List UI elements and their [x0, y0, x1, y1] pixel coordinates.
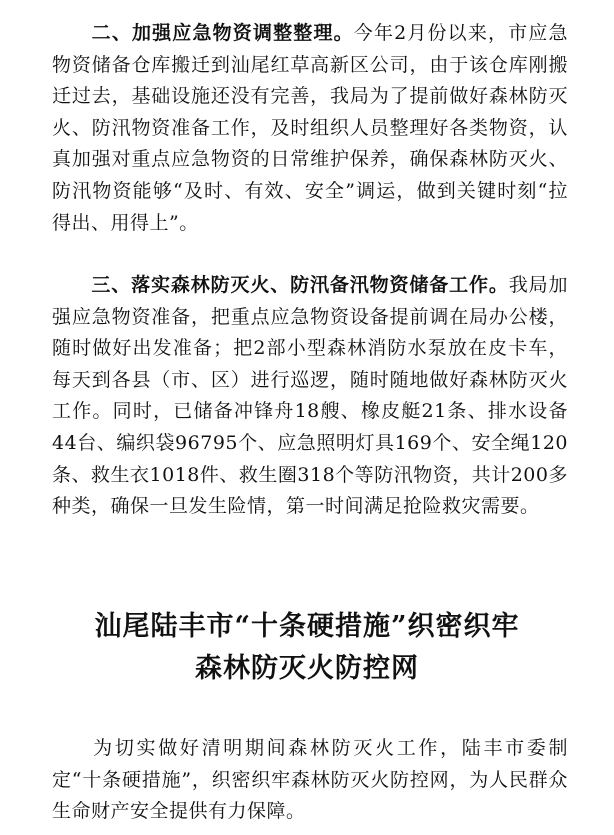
section-three-paragraph	[52, 270, 568, 523]
section-two-paragraph	[52, 18, 568, 239]
section-two-heading: 二、加强应急物资调整整理。	[91, 22, 354, 44]
article-title-line-1: 汕尾陆丰市“十条硬措施”织密织牢	[94, 611, 520, 642]
article-title-line-2: 森林防灭火防控网	[195, 653, 419, 684]
section-three-body: 我局加强应急物资准备，把重点应急物资设备提前调在局办公楼，随时做好出发准备；把2部小型森林消防水泵放在皮卡车，每天到各县（市、区）进行巡逻，随时随地做好森林防灭火工作。同时，已储备冲锋舟18艘、橡皮艇21条、排水设备44台、编织袋96795个、应急照明灯具169个、安全绳120条、救生衣1018件、救生圈318个等防汛物资，共计200多种类，确保一旦发生险情，第一时间满足抢险救灾需要。	[52, 274, 568, 518]
article-intro-paragraph	[52, 733, 568, 828]
section-two-body: 今年2月份以来，市应急物资储备仓库搬迁到汕尾红草高新区公司，由于该仓库刚搬迁过去，基础设施还没有完善，我局为了提前做好森林防灭火、防汛物资准备工作，及时组织人员整理好各类物资，认真加强对重点应急物资的日常维护保养，确保森林防灭火、防汛物资能够“及时、有效、安全”调运，做到关键时刻“拉得出、用得上”。	[52, 22, 568, 234]
section-three-heading: 三、落实森林防灭火、防汛备汛物资储备工作。	[91, 274, 509, 296]
article-intro-body: 为切实做好清明期间森林防灭火工作，陆丰市委制定“十条硬措施”，织密织牢森林防灭火防控网，为人民群众生命财产安全提供有力保障。	[52, 737, 568, 823]
